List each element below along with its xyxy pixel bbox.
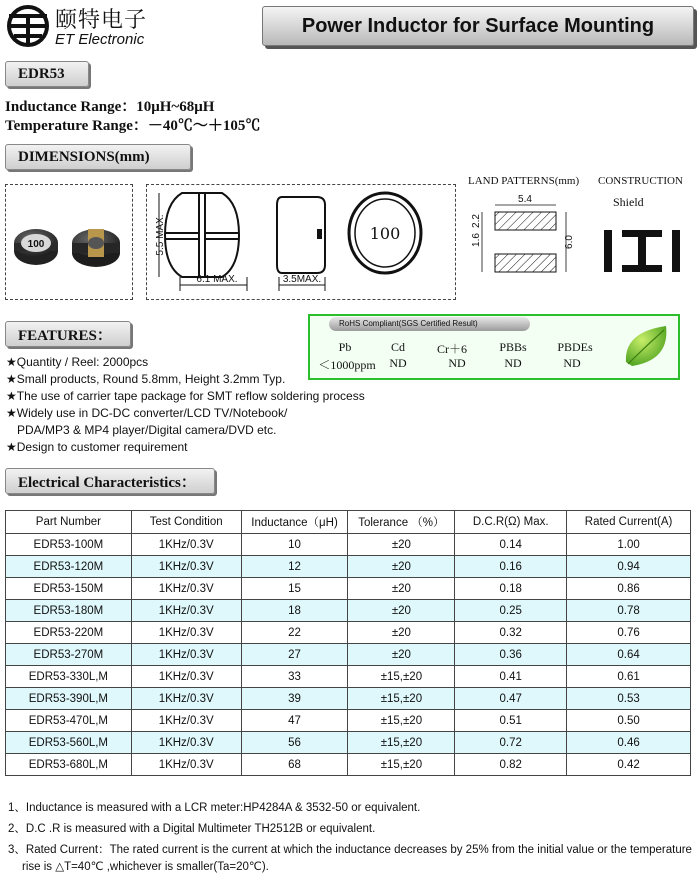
table-cell: 1KHz/0.3V: [131, 732, 241, 754]
footnote: 2、D.C .R is measured with a Digital Multimeter TH2512B or equivalent.: [8, 823, 376, 835]
table-cell: 1KHz/0.3V: [131, 600, 241, 622]
table-cell: ±15,±20: [348, 754, 455, 776]
table-row: [6, 578, 691, 600]
land-pattern-drawing: [470, 190, 590, 290]
land-width-label: 5.4: [518, 194, 532, 205]
table-cell: 0.53: [567, 688, 691, 710]
land-16-label: 1.6: [471, 233, 482, 247]
table-cell: 1KHz/0.3V: [131, 754, 241, 776]
table-row: [6, 754, 691, 776]
table-cell: EDR53-390L,M: [6, 688, 132, 710]
dimension-drawing-box: [146, 184, 456, 300]
part-series-tab: EDR53: [5, 61, 89, 87]
table-cell: 68: [241, 754, 348, 776]
table-cell: 12: [241, 556, 348, 578]
table-row: [6, 710, 691, 732]
electrical-table: [5, 510, 691, 776]
table-cell: 0.72: [455, 732, 567, 754]
table-cell: 27: [241, 644, 348, 666]
construction-type: Shield: [613, 195, 644, 209]
table-cell: 1.00: [567, 534, 691, 556]
table-cell: 0.61: [567, 666, 691, 688]
column-header: D.C.R(Ω) Max.: [455, 511, 567, 534]
table-cell: 10: [241, 534, 348, 556]
rohs-header-pbdes: PBDEs: [557, 340, 593, 354]
rohs-value-pb: ＜1000ppm: [318, 358, 376, 372]
shield-construction-icon: [600, 226, 684, 276]
table-cell: 0.51: [455, 710, 567, 732]
green-leaf-icon: [620, 320, 674, 374]
table-cell: 47: [241, 710, 348, 732]
table-cell: EDR53-120M: [6, 556, 132, 578]
rohs-banner: RoHS Compliant(SGS Certified Result): [329, 317, 530, 331]
table-cell: 0.94: [567, 556, 691, 578]
table-cell: 1KHz/0.3V: [131, 666, 241, 688]
table-cell: 15: [241, 578, 348, 600]
table-cell: 1KHz/0.3V: [131, 688, 241, 710]
feature-item: ★Small products, Round 5.8mm, Height 3.2mm Typ.: [6, 372, 286, 386]
temperature-range: Temperature Range：－40℃～＋105℃: [5, 118, 261, 134]
table-cell: 1KHz/0.3V: [131, 710, 241, 732]
table-cell: EDR53-680L,M: [6, 754, 132, 776]
dimension-drawing: [147, 185, 455, 299]
inductance-range: Inductance Range：10μH~68μH: [5, 99, 215, 115]
table-cell: 22: [241, 622, 348, 644]
table-row: [6, 556, 691, 578]
table-cell: ±20: [348, 644, 455, 666]
column-header: Test Condition: [131, 511, 241, 534]
et-logo-icon: [6, 4, 50, 48]
table-cell: 1KHz/0.3V: [131, 556, 241, 578]
rohs-header-pb: Pb: [338, 340, 352, 354]
table-cell: ±20: [348, 556, 455, 578]
height-label: 5.5 MAX.: [155, 214, 166, 256]
table-row: [6, 600, 691, 622]
table-cell: EDR53-330L,M: [6, 666, 132, 688]
document-title: Power Inductor for Surface Mounting: [262, 6, 694, 46]
rohs-header-cr6: Cr＋6: [436, 342, 467, 356]
land-60-label: 6.0: [564, 235, 575, 249]
rohs-header-pbbs: PBBs: [499, 340, 527, 354]
table-header-row: [6, 511, 691, 534]
table-cell: ±20: [348, 534, 455, 556]
table-cell: EDR53-270M: [6, 644, 132, 666]
dimensions-tab: DIMENSIONS(mm): [5, 144, 191, 170]
table-row: [6, 534, 691, 556]
table-cell: ±15,±20: [348, 666, 455, 688]
rohs-value-cd: ND: [389, 356, 407, 370]
table-cell: 1KHz/0.3V: [131, 622, 241, 644]
table-cell: EDR53-220M: [6, 622, 132, 644]
footnote: rise is △T=40℃ ,whichever is smaller(Ta=20℃).: [22, 861, 269, 873]
table-row: [6, 732, 691, 754]
feature-item: PDA/MP3 & MP4 player/Digital camera/DVD etc.: [17, 423, 277, 437]
table-cell: 1KHz/0.3V: [131, 644, 241, 666]
table-cell: 1KHz/0.3V: [131, 534, 241, 556]
table-cell: 39: [241, 688, 348, 710]
column-header: Part Number: [6, 511, 132, 534]
table-cell: ±15,±20: [348, 710, 455, 732]
feature-item: ★The use of carrier tape package for SMT reflow soldering process: [6, 389, 365, 403]
table-cell: 0.64: [567, 644, 691, 666]
table-cell: ±20: [348, 622, 455, 644]
table-cell: 0.32: [455, 622, 567, 644]
rohs-value-cr6: ND: [448, 356, 466, 370]
features-tab: FEATURES：: [5, 321, 131, 347]
land-22-label: 2.2: [471, 214, 482, 228]
table-row: [6, 644, 691, 666]
product-photo-box: [5, 184, 133, 300]
rohs-value-pbdes: ND: [563, 356, 581, 370]
footnote: 3、Rated Current：The rated current is the current at which the inductance decreases by 25% from the initial value or the temperature: [8, 844, 692, 856]
table-cell: 0.41: [455, 666, 567, 688]
company-name-cn: 颐特电子: [55, 8, 148, 33]
rohs-header-cd: Cd: [390, 340, 405, 354]
table-cell: ±15,±20: [348, 732, 455, 754]
table-cell: 0.14: [455, 534, 567, 556]
table-cell: 0.16: [455, 556, 567, 578]
column-header: Rated Current(A): [567, 511, 691, 534]
table-cell: 0.76: [567, 622, 691, 644]
product-photo: [6, 185, 132, 299]
table-row: [6, 688, 691, 710]
table-cell: 0.46: [567, 732, 691, 754]
table-cell: 0.78: [567, 600, 691, 622]
table-cell: EDR53-470L,M: [6, 710, 132, 732]
table-cell: EDR53-560L,M: [6, 732, 132, 754]
table-cell: 33: [241, 666, 348, 688]
thickness-label: 3.5MAX.: [282, 274, 322, 285]
table-cell: ±15,±20: [348, 688, 455, 710]
table-cell: 0.50: [567, 710, 691, 732]
land-patterns-title: LAND PATTERNS(mm): [468, 175, 580, 187]
table-cell: ±20: [348, 578, 455, 600]
table-cell: EDR53-180M: [6, 600, 132, 622]
feature-item: ★Widely use in DC-DC converter/LCD TV/Notebook/: [6, 406, 288, 420]
company-name-en: ET Electronic: [55, 31, 145, 48]
table-cell: 1KHz/0.3V: [131, 578, 241, 600]
table-cell: 0.42: [567, 754, 691, 776]
table-cell: 0.25: [455, 600, 567, 622]
footnote: 1、Inductance is measured with a LCR meter:HP4284A & 3532-50 or equivalent.: [8, 802, 421, 814]
electrical-tab: Electrical Characteristics：: [5, 468, 215, 494]
column-header: Inductance（μH): [241, 511, 348, 534]
width-label: 6.1 MAX.: [196, 274, 238, 285]
table-cell: ±20: [348, 600, 455, 622]
photo-marking: 100: [27, 239, 45, 250]
top-marking: 100: [369, 224, 401, 243]
feature-item: ★Quantity / Reel: 2000pcs: [6, 355, 149, 369]
feature-item: ★Design to customer requirement: [6, 440, 188, 454]
table-row: [6, 622, 691, 644]
table-cell: 0.82: [455, 754, 567, 776]
construction-title: CONSTRUCTION: [598, 175, 683, 187]
table-cell: 0.47: [455, 688, 567, 710]
table-row: [6, 666, 691, 688]
table-cell: 18: [241, 600, 348, 622]
table-cell: 0.86: [567, 578, 691, 600]
column-header: Tolerance （%）: [348, 511, 455, 534]
rohs-value-pbbs: ND: [504, 356, 522, 370]
table-cell: 0.18: [455, 578, 567, 600]
table-cell: 56: [241, 732, 348, 754]
table-cell: EDR53-100M: [6, 534, 132, 556]
table-cell: EDR53-150M: [6, 578, 132, 600]
table-cell: 0.36: [455, 644, 567, 666]
